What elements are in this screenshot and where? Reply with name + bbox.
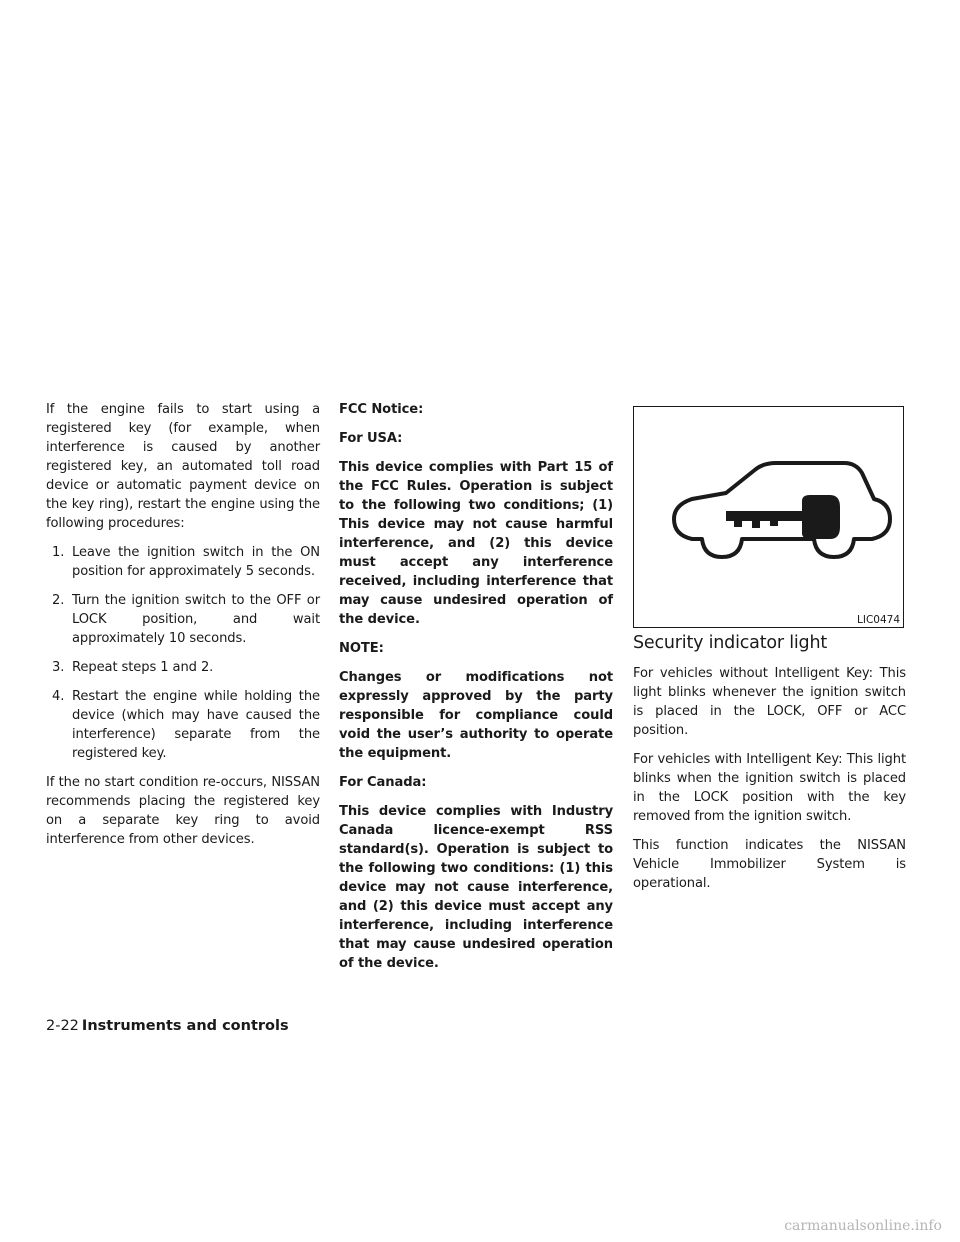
list-item (46, 658, 320, 677)
security-indicator-figure (633, 406, 904, 628)
column-left (46, 400, 320, 859)
list-item (46, 543, 320, 581)
page-footer (46, 1018, 289, 1034)
step-text: Turn the ignition switch to the OFF or LOCK position, and wait approximately 10 seconds. (72, 593, 320, 646)
section-heading: Security indicator light (633, 633, 828, 653)
step-text: Leave the ignition switch in the ON position for approximately 5 seconds. (72, 545, 320, 579)
usa-text: This device complies with Part 15 of the FCC Rules. Operation is subject to the following two conditions; (1) This device may not cause harmful interference, and (2) this device must accept any interference received, including interference that may cause undesired operation of the device. (339, 460, 613, 627)
usa-heading: For USA: (339, 431, 403, 446)
list-item (46, 687, 320, 763)
step-text: Restart the engine while holding the device (which may have caused the interference) separate from the registered key. (72, 689, 320, 761)
step-number: 2. (52, 593, 65, 608)
step-number: 3. (52, 660, 65, 675)
step-text: Repeat steps 1 and 2. (72, 660, 214, 675)
list-item (46, 591, 320, 648)
step-number: 1. (52, 545, 65, 560)
intro-paragraph: If the engine fails to start using a registered key (for example, when interference is caused by another registered key, an automated toll road device or automatic payment device on the key ring), restart the engine using the following procedures: (46, 402, 320, 531)
note-text: Changes or modifications not expressly approved by the party responsible for compliance could void the user’s authority to operate the equipment. (339, 670, 613, 761)
outro-paragraph: If the no start condition re-occurs, NISSAN recommends placing the registered key on a separate key ring to avoid interference from other devices. (46, 775, 320, 847)
page-number: 2-22 (46, 1018, 79, 1034)
watermark: carmanualsonline.info (784, 1218, 942, 1234)
canada-heading: For Canada: (339, 775, 427, 790)
car-key-security-icon (634, 407, 905, 629)
restart-procedure-list (46, 543, 320, 763)
paragraph-without-intelligent-key: For vehicles without Intelligent Key: This light blinks whenever the ignition switch is placed in the LOCK, OFF or ACC position. (633, 666, 906, 738)
note-heading: NOTE: (339, 641, 384, 656)
step-number: 4. (52, 689, 65, 704)
figure-code: LIC0474 (857, 614, 900, 626)
column-middle (339, 400, 613, 983)
paragraph-with-intelligent-key: For vehicles with Intelligent Key: This light blinks when the ignition switch is placed in the LOCK position with the key removed from the ignition switch. (633, 752, 906, 824)
section-name: Instruments and controls (81, 1018, 289, 1034)
paragraph-immobilizer: This function indicates the NISSAN Vehicle Immobilizer System is operational. (633, 838, 906, 891)
column-right (633, 632, 906, 903)
canada-text: This device complies with Industry Canada licence-exempt RSS standard(s). Operation is subject to the following two conditions: (1) this device may not cause interference, and (2) this device must accept any interference, including interference that may cause undesired operation of the device. (339, 804, 613, 971)
fcc-notice-heading: FCC Notice: (339, 402, 424, 417)
